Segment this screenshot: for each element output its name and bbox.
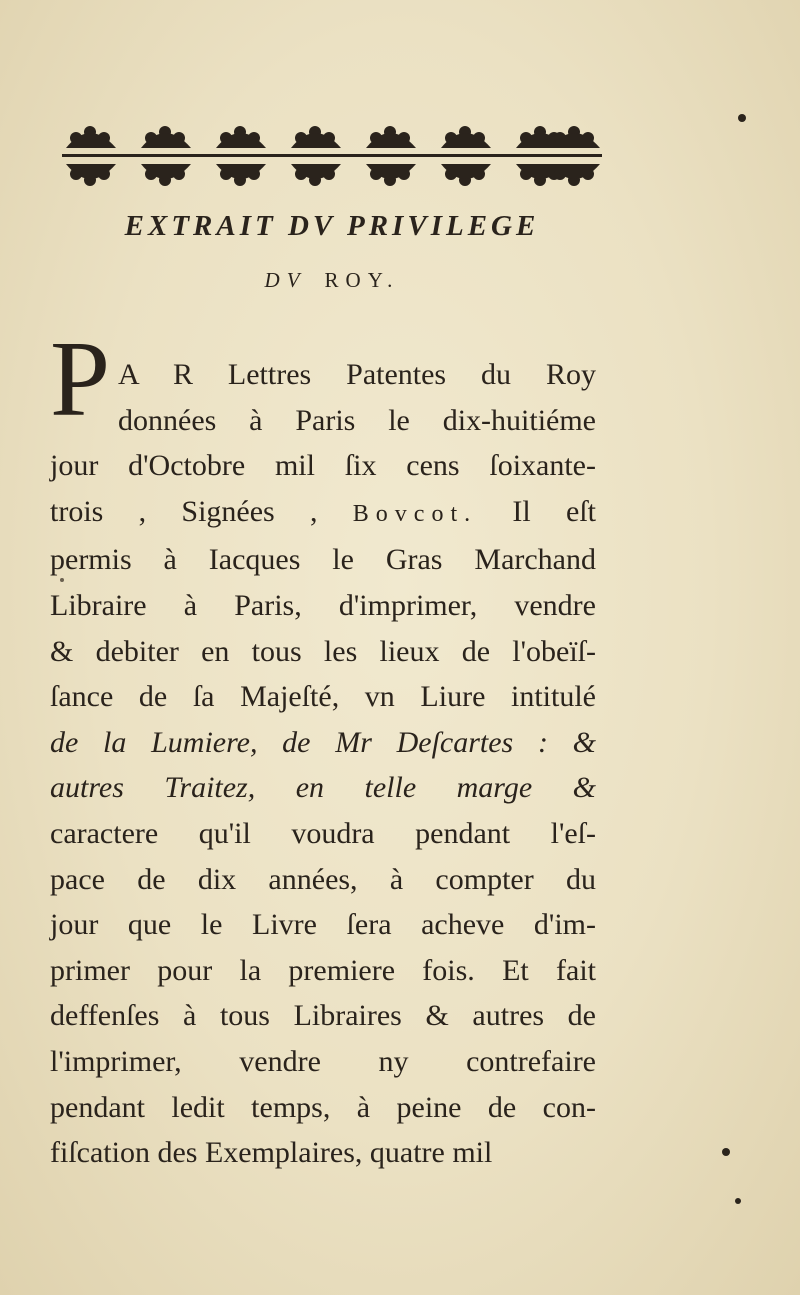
paper-speck <box>60 578 64 582</box>
drop-cap: P <box>50 320 111 439</box>
text-line-book-title: de la Lumiere, de Mr Deſcartes : & <box>50 725 596 759</box>
text-line: jour d'Octobre mil ſix cens ſoixante- <box>50 449 596 483</box>
text-line <box>50 489 596 538</box>
text-line: Libraire à Paris, d'imprimer, vendre <box>50 588 596 622</box>
text-line: caractere qu'il voudra pendant l'eſ- <box>50 816 596 850</box>
text-line: données à Paris le dix-huitiéme <box>118 403 596 437</box>
subtitle-dv: DV <box>264 268 307 292</box>
page-subtitle <box>62 268 602 293</box>
text-line: pendant ledit temps, à peine de con- <box>50 1090 596 1124</box>
text-line: permis à Iacques le Gras Marchand <box>50 543 596 577</box>
text-line: & debiter en tous les lieux de l'obeïſ- <box>50 634 596 668</box>
text-line-part: Il eſt <box>477 494 596 528</box>
text-line: jour que le Livre ſera acheve d'im- <box>50 908 596 942</box>
page-title: EXTRAIT DV PRIVILEGE <box>124 210 540 242</box>
signer-name: Bovcot. <box>352 500 478 527</box>
text-line: deffenſes à tous Libraires & autres de <box>50 999 596 1033</box>
text-line: ſance de ſa Majeſté, vn Liure intitulé <box>50 680 596 714</box>
text-line-book-title: autres Traitez, en telle marge & <box>50 771 596 805</box>
subtitle-roy: ROY. <box>324 268 400 292</box>
text-line: fiſcation des Exemplaires, quatre mil <box>50 1136 493 1170</box>
text-line: l'imprimer, vendre ny contrefaire <box>50 1044 596 1078</box>
text-line: A R Lettres Patentes du Roy <box>118 358 596 391</box>
paper-speck <box>722 1148 730 1156</box>
text-line: primer pour la premiere fois. Et fait <box>50 953 596 987</box>
fleuron-band-ornament <box>62 118 602 196</box>
paper-speck <box>735 1198 741 1204</box>
paper-speck <box>738 114 746 122</box>
privilege-text <box>50 352 596 1176</box>
text-line-part: trois , Signées , <box>50 494 353 528</box>
text-line: pace de dix années, à compter du <box>50 862 596 896</box>
